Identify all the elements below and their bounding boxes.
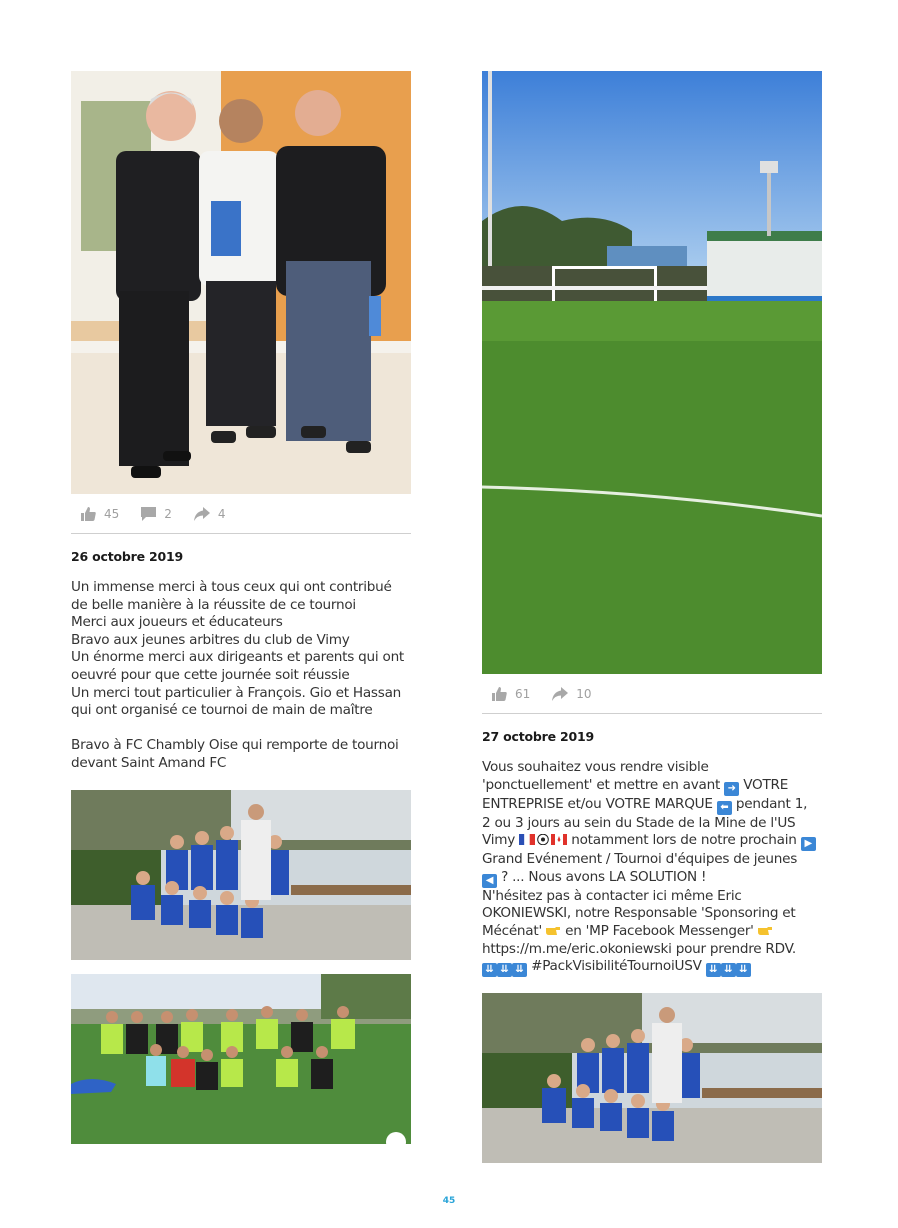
text-line <box>482 869 822 888</box>
soccer-ball-icon <box>535 834 551 845</box>
text-line: Vous souhaitez vous rendre visible <box>482 759 709 775</box>
share-count: 10 <box>576 686 592 701</box>
text-line <box>482 958 822 977</box>
text-line: Bravo aux jeunes arbitres du club de Vimy <box>71 631 350 648</box>
play-right-icon: ▶ <box>801 837 816 851</box>
canadian-flag-icon <box>551 834 567 845</box>
post-date: 27 octobre 2019 <box>482 729 595 744</box>
like-count: 61 <box>515 686 531 701</box>
team-photo-blue-right <box>482 993 822 1163</box>
like-counter[interactable] <box>492 687 530 701</box>
share-icon <box>194 507 210 521</box>
pointing-hand-icon <box>546 924 561 937</box>
like-counter[interactable] <box>81 507 119 521</box>
text-line <box>482 832 822 851</box>
page-number: 45 <box>442 1196 456 1206</box>
double-down-arrows-icon: ⇊ <box>482 963 497 977</box>
text-line: de belle manière à la réussite de ce tournoi <box>71 596 356 613</box>
post-text <box>482 759 822 977</box>
team-photo-green <box>71 974 411 1144</box>
share-counter[interactable] <box>552 687 591 701</box>
comment-counter[interactable] <box>141 507 172 521</box>
text-fragment: notamment lors de notre prochain <box>571 832 797 849</box>
arrow-left-icon: ⬅ <box>717 801 732 815</box>
text-fragment: ENTREPRISE et/ou VOTRE MARQUE <box>482 795 713 812</box>
blank-line <box>71 720 411 738</box>
double-down-arrows-icon: ⇊ <box>706 963 721 977</box>
double-down-arrows-icon: ⇊ <box>721 963 736 977</box>
text-line: Un merci tout particulier à François. Gio et Hassan <box>71 684 402 701</box>
left-post-stats <box>71 494 411 534</box>
like-icon <box>81 507 96 521</box>
share-count: 4 <box>217 506 226 521</box>
text-line: Merci aux joueurs et éducateurs <box>71 614 283 631</box>
text-fragment: VOTRE <box>743 776 789 793</box>
text-fragment: en 'MP Facebook Messenger' <box>565 922 754 939</box>
like-count: 45 <box>104 506 120 521</box>
pointing-hand-icon <box>758 924 773 937</box>
text-fragment: ? ... Nous avons LA SOLUTION ! <box>501 868 707 885</box>
post-text <box>71 579 411 773</box>
team-photo-blue <box>71 790 411 960</box>
text-line <box>482 777 822 796</box>
hashtag[interactable]: #PackVisibilitéTournoiUSV <box>531 958 702 975</box>
like-icon <box>492 687 507 701</box>
text-line: 2 ou 3 jours au sein du Stade de la Mine de l'US <box>482 814 796 831</box>
text-line <box>482 796 822 815</box>
text-line: oeuvré pour que cette journée soit réussie <box>71 666 350 683</box>
left-column <box>71 71 411 1144</box>
text-line: Un immense merci à tous ceux qui ont contribué <box>71 579 392 595</box>
right-column <box>482 71 822 1163</box>
stadium-photo <box>482 71 822 674</box>
post-date: 26 octobre 2019 <box>71 549 184 564</box>
award-photo <box>71 71 411 494</box>
text-line: Grand Evénement / Tournoi d'équipes de jeunes <box>482 851 798 868</box>
text-fragment: Mécénat' <box>482 922 542 939</box>
double-down-arrows-icon: ⇊ <box>497 963 512 977</box>
double-down-arrows-icon: ⇊ <box>512 963 527 977</box>
text-line: devant Saint Amand FC <box>71 754 227 771</box>
text-line: qui ont organisé ce tournoi de main de maître <box>71 702 373 719</box>
text-line <box>482 923 822 941</box>
share-icon <box>552 687 568 701</box>
comment-icon <box>141 507 156 521</box>
comment-count: 2 <box>164 506 172 521</box>
text-line: Un énorme merci aux dirigeants et parents qui ont <box>71 649 405 666</box>
double-down-arrows-icon: ⇊ <box>736 963 751 977</box>
text-line: Bravo à FC Chambly Oise qui remporte de tournoi <box>71 737 399 754</box>
text-fragment: Vimy <box>482 832 516 849</box>
right-post-stats <box>482 674 822 714</box>
text-fragment: 'ponctuellement' et mettre en avant <box>482 776 721 793</box>
share-counter[interactable] <box>194 507 226 521</box>
arrow-right-icon: ➜ <box>724 782 739 796</box>
text-fragment: pendant 1, <box>735 795 808 812</box>
play-left-icon: ◀ <box>482 874 497 888</box>
text-line: N'hésitez pas à contacter ici même Eric <box>482 887 742 904</box>
link-text[interactable]: https://m.me/eric.okoniewski pour prendre RDV. <box>482 940 796 957</box>
french-flag-icon <box>519 834 535 845</box>
text-line: OKONIEWSKI, notre Responsable 'Sponsoring et <box>482 905 796 922</box>
